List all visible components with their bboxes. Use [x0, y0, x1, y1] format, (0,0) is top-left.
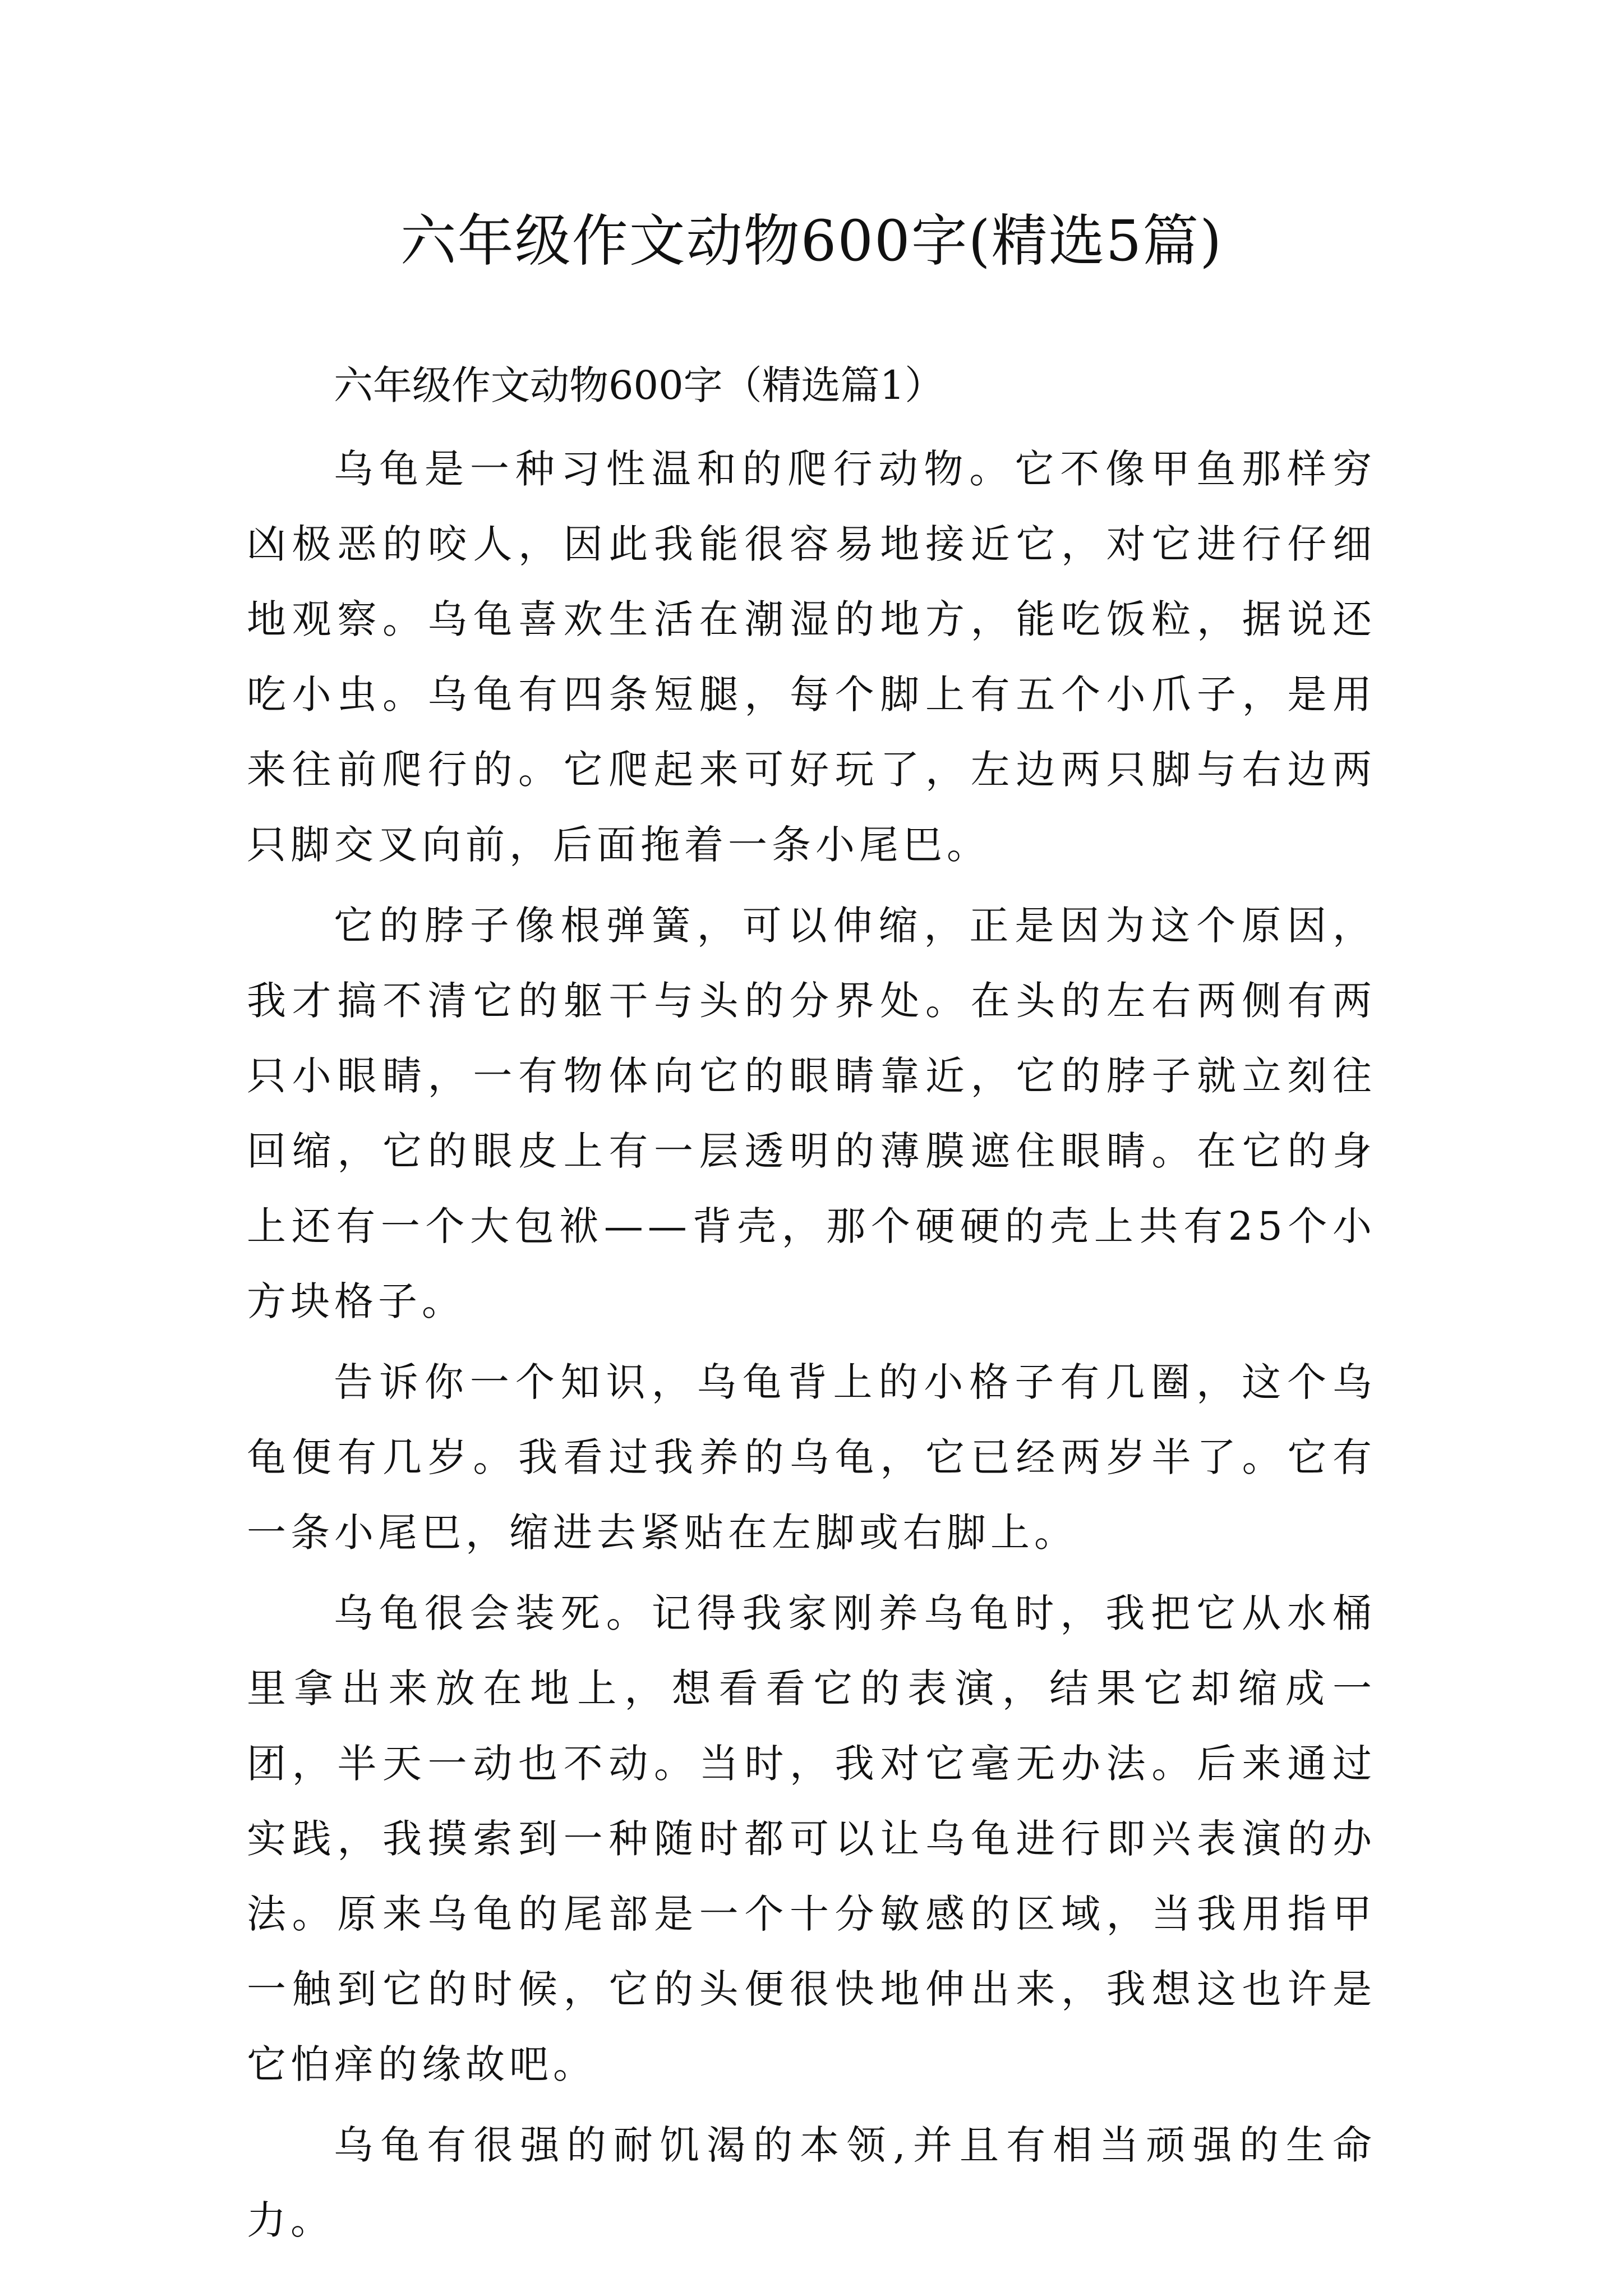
- paragraph-4: 乌龟很会装死。记得我家刚养乌龟时，我把它从水桶里拿出来放在地上，想看看它的表演，结果它却缩成一团，半天一动也不动。当时，我对它毫无办法。后来通过实践，我摸索到一种随时都可以让乌龟进行即兴表演的办法。原来乌龟的尾部是一个十分敏感的区域，当我用指甲一触到它的时候，它的头便很快地伸出来，我想这也许是它怕痒的缘故吧。: [247, 1590, 1376, 2087]
- section-heading: 六年级作文动物600字（精选篇1）: [334, 362, 944, 408]
- document-body: [247, 345, 1376, 2258]
- paragraph-3: 告诉你一个知识，乌龟背上的小格子有几圈，这个乌龟便有几岁。我看过我养的乌龟，它已经两岁半了。它有一条小尾巴，缩进去紧贴在左脚或右脚上。: [247, 1359, 1376, 1556]
- paragraph-5: 乌龟有很强的耐饥渴的本领,并且有相当顽强的生命力。: [247, 2122, 1376, 2243]
- document-title: 六年级作文动物600字(精选5篇): [400, 208, 1223, 274]
- paragraph-2: 它的脖子像根弹簧，可以伸缩，正是因为这个原因，我才搞不清它的躯干与头的分界处。在头的左右两侧有两只小眼睛，一有物体向它的眼睛靠近，它的脖子就立刻往回缩，它的眼皮上有一层透明的薄膜遮住眼睛。在它的身上还有一个大包袱——背壳，那个硬硬的壳上共有25个小方块格子。: [247, 903, 1376, 1324]
- paragraph-1: 乌龟是一种习性温和的爬行动物。它不像甲鱼那样穷凶极恶的咬人，因此我能很容易地接近它，对它进行仔细地观察。乌龟喜欢生活在潮湿的地方，能吃饭粒，据说还吃小虫。乌龟有四条短腿，每个脚上有五个小爪子，是用来往前爬行的。它爬起来可好玩了，左边两只脚与右边两只脚交叉向前，后面拖着一条小尾巴。: [247, 446, 1376, 868]
